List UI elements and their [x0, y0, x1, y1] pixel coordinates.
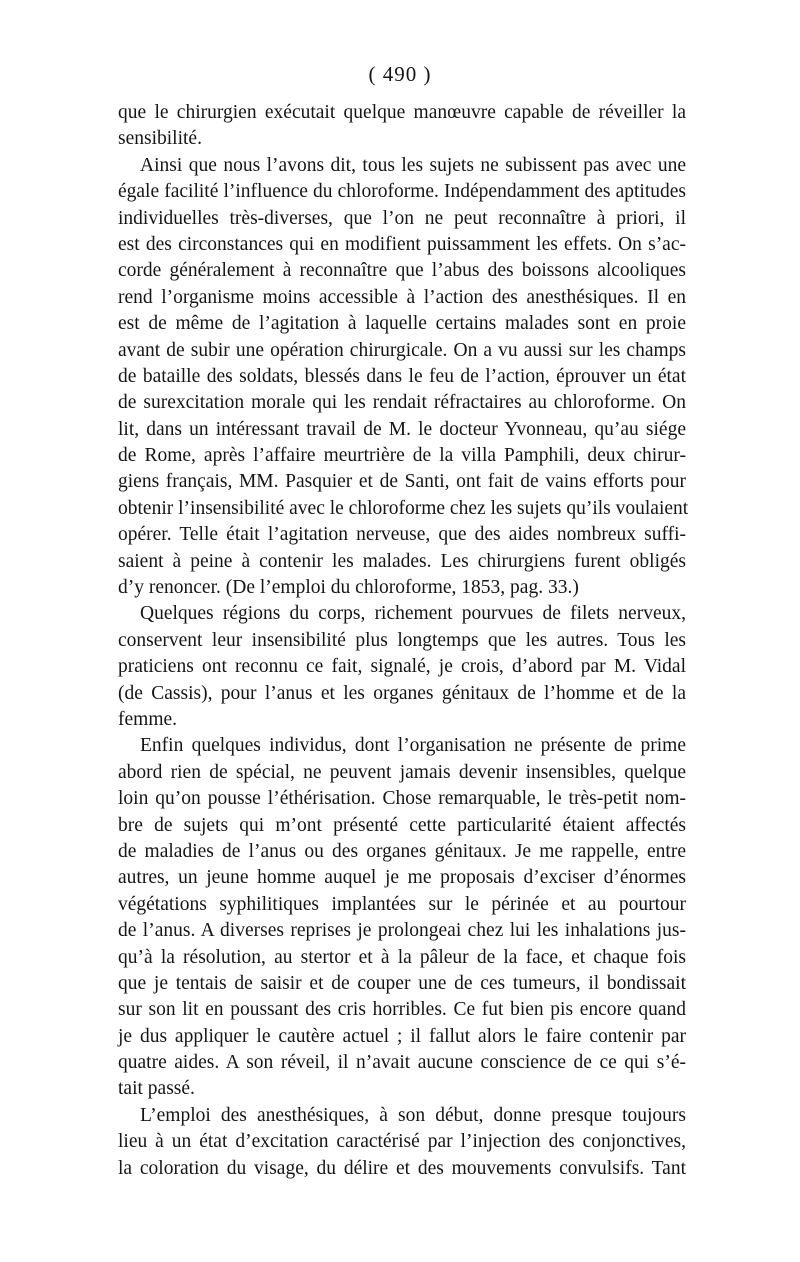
text-line: obtenir l’insensibilité avec le chloroforme chez les sujets qu’ils voulaient: [118, 497, 689, 519]
text-line: végétations syphilitiques implantées sur le périnée et au pourtour: [118, 893, 686, 915]
text-line: rend l’organisme moins accessible à l’action des anesthésiques. Il en: [118, 286, 686, 308]
paragraph: [118, 100, 686, 153]
text-line: abord rien de spécial, ne peuvent jamais devenir insensibles, quelque: [118, 761, 686, 783]
text-line: sensibilité.: [118, 128, 202, 150]
text-line: autres, un jeune homme auquel je me proposais d’exciser d’énormes: [118, 867, 686, 889]
text-line: de surexcitation morale qui les rendait réfractaires au chloroforme. On: [118, 392, 686, 414]
paragraph: [118, 1103, 686, 1182]
text-line: bre de sujets qui m’ont présenté cette particularité étaient affectés: [118, 814, 686, 836]
paragraph: [118, 153, 689, 602]
text-line: femme.: [118, 708, 178, 730]
text-line: sur son lit en poussant des cris horribles. Ce fut bien pis encore quand: [118, 999, 686, 1021]
text-line: Enfin quelques individus, dont l’organisation ne présente de prime: [140, 735, 686, 757]
text-line: (de Cassis), pour l’anus et les organes génitaux de l’homme et de la: [118, 682, 686, 704]
text-line: que le chirurgien exécutait quelque manœuvre capable de réveiller la: [118, 102, 686, 123]
text-line: d’y renoncer. (De l’emploi du chloroforme, 1853, pag. 33.): [118, 577, 579, 599]
text-line: giens français, MM. Pasquier et de Santi, ont fait de vains efforts pour: [118, 471, 686, 493]
text-line: opérer. Telle était l’agitation nerveuse, que des aides nombreux suffi-: [118, 524, 686, 546]
text-line: de bataille des soldats, blessés dans le feu de l’action, éprouver un état: [118, 365, 686, 387]
text-line: je dus appliquer le cautère actuel ; il fallut alors le faire contenir par: [118, 1025, 686, 1047]
text-line: lieu à un état d’excitation caractérisé par l’injection des conjonctives,: [118, 1131, 686, 1153]
text-line: qu’à la résolution, au stertor et à la pâleur de la face, et chaque fois: [118, 946, 686, 968]
text-line: de Rome, après l’affaire meurtrière de la villa Pamphili, deux chirur-: [118, 445, 686, 467]
text-line: individuelles très-diverses, que l’on ne peut reconnaître à priori, il: [118, 207, 686, 229]
text-line: conservent leur insensibilité plus longtemps que les autres. Tous les: [118, 629, 686, 651]
text-line: quatre aides. A son réveil, il n’avait aucune conscience de ce qui s’é-: [118, 1052, 686, 1074]
text-line: est de même de l’agitation à laquelle certains malades sont en proie: [118, 313, 686, 335]
text-line: praticiens ont reconnu ce fait, signalé, je crois, d’abord par M. Vidal: [118, 656, 686, 678]
text-line: avant de subir une opération chirurgicale. On a vu aussi sur les champs: [118, 339, 686, 361]
text-line: est des circonstances qui en modifient puissamment les effets. On s’ac-: [118, 233, 686, 255]
text-line: corde généralement à reconnaître que l’abus des boissons alcooliques: [118, 260, 686, 282]
text-line: de maladies de l’anus ou des organes génitaux. Je me rappelle, entre: [118, 840, 686, 862]
paragraph: [118, 601, 686, 733]
text-line: Ainsi que nous l’avons dit, tous les sujets ne subissent pas avec une: [140, 154, 686, 176]
text-line: Quelques régions du corps, richement pourvues de filets nerveux,: [140, 603, 686, 625]
text-line: que je tentais de saisir et de couper une de ces tumeurs, il bondissait: [118, 972, 686, 994]
text-line: tait passé.: [118, 1078, 195, 1100]
body-text: [118, 100, 689, 1182]
text-line: loin qu’on pousse l’éthérisation. Chose remarquable, le très-petit nom-: [118, 788, 686, 810]
paragraph: [118, 733, 686, 1102]
text-line: de l’anus. A diverses reprises je prolongeai chez lui les inhalations jus-: [118, 920, 686, 942]
text-line: L’emploi des anesthésiques, à son début, donne presque toujours: [140, 1104, 686, 1126]
page-number: ( 490 ): [368, 62, 432, 86]
text-line: saient à peine à contenir les malades. Les chirurgiens furent obligés: [118, 550, 686, 572]
text-line: égale facilité l’influence du chloroforme. Indépendamment des aptitudes: [118, 181, 686, 203]
text-line: lit, dans un intéressant travail de M. le docteur Yvonneau, qu’au siége: [118, 418, 686, 440]
text-line: la coloration du visage, du délire et des mouvements convulsifs. Tant: [118, 1157, 686, 1179]
